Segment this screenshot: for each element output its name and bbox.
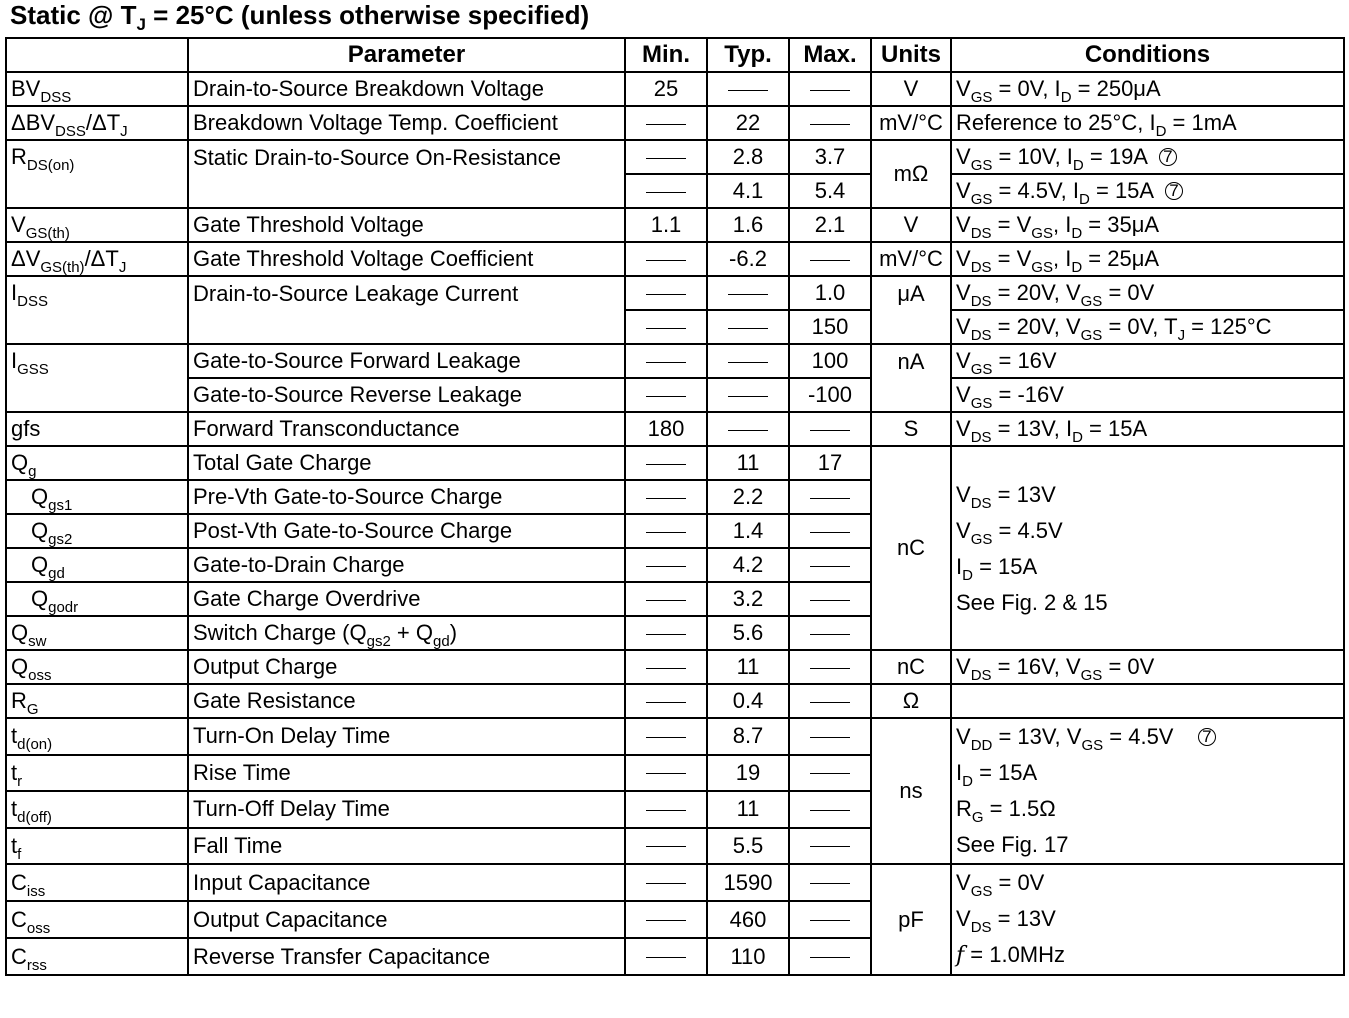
- table-row: 4.1 5.4 $V_{GS} = 4.5V$, $I_D = 15A$ 7: [6, 174, 1344, 208]
- table-row: $V_{GS(th)}$ Gate Threshold Voltage 1.1 1.6 2.1 V $V_{DS} = V_{GS}$, $I_D = 35\mu A$: [6, 208, 1344, 242]
- table-row: $Q_{sw}$ Switch Charge $(Q_{gs2} + Q_{gd})$ 5.6: [6, 616, 1344, 650]
- header-units: Units: [871, 38, 951, 72]
- note-7-icon: 7: [1159, 148, 1177, 166]
- table-row: $t_{d(off)}$ Turn-Off Delay Time 11: [6, 791, 1344, 828]
- static-characteristics-table: [5, 37, 1345, 976]
- symbol-tr: $t_r$: [6, 755, 188, 792]
- table-row: $C_{oss}$ Output Capacitance 460: [6, 901, 1344, 938]
- header-min: Min.: [625, 38, 707, 72]
- symbol-bvdss: $BV_{DSS}$: [6, 72, 188, 106]
- units-gate-charge: nC: [871, 446, 951, 650]
- max: [789, 72, 871, 106]
- cond-gate-charge: $V_{DS} = 13V$ $V_{GS} = 4.5V$ $I_D = 15A$ See Fig. 2 & 15: [951, 446, 1344, 650]
- symbol-tf: $t_f$: [6, 828, 188, 865]
- table-row: Gate-to-Source Reverse Leakage -100 $V_{GS} = -16V$: [6, 378, 1344, 412]
- cond-switching: $V_{DD} = 13V$, $V_{GS} = 4.5V$ 7 $I_D = 15A$ $R_G = 1.5\Omega$ See Fig. 17: [951, 718, 1344, 864]
- table-row: $\Delta V_{GS(th)}/\Delta T_J$ Gate Threshold Voltage Coefficient -6.2 mV/°C $V_{DS} = V_{GS}$, $I_D = 25\mu A$: [6, 242, 1344, 276]
- table-row: $Q_{oss}$ Output Charge 11 nC $V_{DS} = 16V$, $V_{GS} = 0V$: [6, 650, 1344, 684]
- symbol-rg: $R_G$: [6, 684, 188, 718]
- units-capacitance: pF: [871, 864, 951, 975]
- table-row: $I_{DSS}$ Drain-to-Source Leakage Current 1.0 μA $V_{DS} = 20V$, $V_{GS} = 0V$: [6, 276, 1344, 310]
- units: V: [871, 72, 951, 106]
- symbol-gfs: gfs: [6, 412, 188, 446]
- symbol-igss: $I_{GSS}$: [6, 344, 188, 412]
- symbol-coss: $C_{oss}$: [6, 901, 188, 938]
- symbol-vgsth: $V_{GS(th)}$: [6, 208, 188, 242]
- table-row: $I_{GSS}$ Gate-to-Source Forward Leakage 100 nA $V_{GS} = 16V$: [6, 344, 1344, 378]
- header-symbol: [6, 38, 188, 72]
- symbol-qgs1: $Q_{gs1}$: [6, 480, 188, 514]
- table-row: [6, 72, 1344, 106]
- symbol-dvgsth: $\Delta V_{GS(th)}/\Delta T_J$: [6, 242, 188, 276]
- param: Drain-to-Source Breakdown Voltage: [188, 72, 625, 106]
- table-row: $Q_g$ Total Gate Charge 11 17 nC $V_{DS} = 13V$ $V_{GS} = 4.5V$ $I_D = 15A$ See Fig. 2 & 15: [6, 446, 1344, 480]
- symbol-qoss: $Q_{oss}$: [6, 650, 188, 684]
- symbol-rdson: $R_{DS(on)}$: [6, 140, 188, 208]
- table-row: $t_f$ Fall Time 5.5: [6, 828, 1344, 865]
- section-title: Static @ $T_J = 25^\circ C$ (unless otherwise specified): [10, 0, 590, 34]
- units: mΩ: [871, 140, 951, 208]
- param: Breakdown Voltage Temp. Coefficient: [188, 106, 625, 140]
- symbol-qgodr: $Q_{godr}$: [6, 582, 188, 616]
- typ: [707, 72, 789, 106]
- note-7-icon: 7: [1165, 182, 1183, 200]
- note-7-icon: 7: [1198, 728, 1216, 746]
- table-row: $R_{DS(on)}$ Static Drain-to-Source On-Resistance 2.8 3.7 mΩ $V_{GS} = 10V$, $I_D = 19A$ 7: [6, 140, 1344, 174]
- symbol-dbvdss: $\Delta BV_{DSS}/\Delta T_J$: [6, 106, 188, 140]
- symbol-qsw: $Q_{sw}$: [6, 616, 188, 650]
- header-typ: Typ.: [707, 38, 789, 72]
- header-max: Max.: [789, 38, 871, 72]
- units-switching: ns: [871, 718, 951, 864]
- symbol-ciss: $C_{iss}$: [6, 864, 188, 901]
- cond: $V_{GS} = 0V$, $I_D = 250\mu A$: [951, 72, 1344, 106]
- symbol-idss: $I_{DSS}$: [6, 276, 188, 344]
- table-row: $Q_{gs2}$ Post-Vth Gate-to-Source Charge 1.4: [6, 514, 1344, 548]
- cond: $V_{GS} = 4.5V$, $I_D = 15A$ 7: [951, 174, 1344, 208]
- symbol-crss: $C_{rss}$: [6, 938, 188, 975]
- header-conditions: Conditions: [951, 38, 1344, 72]
- table-row: $Q_{gd}$ Gate-to-Drain Charge 4.2: [6, 548, 1344, 582]
- table-row: $t_r$ Rise Time 19: [6, 755, 1344, 792]
- table-row: $Q_{gs1}$ Pre-Vth Gate-to-Source Charge 2.2: [6, 480, 1344, 514]
- table-row: $C_{iss}$ Input Capacitance 1590 pF $V_{GS} = 0V$ $V_{DS} = 13V$ f = 1.0MHz: [6, 864, 1344, 901]
- symbol-tdon: $t_{d(on)}$: [6, 718, 188, 755]
- table-row: [6, 106, 1344, 140]
- cond-capacitance: $V_{GS} = 0V$ $V_{DS} = 13V$ f = 1.0MHz: [951, 864, 1344, 975]
- symbol-qgs2: $Q_{gs2}$: [6, 514, 188, 548]
- param: Static Drain-to-Source On-Resistance: [188, 140, 625, 208]
- table-row: $R_G$ Gate Resistance 0.4 Ω: [6, 684, 1344, 718]
- table-row: $t_{d(on)}$ Turn-On Delay Time 8.7 ns $V_{DD} = 13V$, $V_{GS} = 4.5V$ 7 $I_D = 15A$ $R_G = 1.5\Omega$ See Fig. 17: [6, 718, 1344, 755]
- cond: Reference to 25°C, $I_D = 1mA$: [951, 106, 1344, 140]
- min: 25: [625, 72, 707, 106]
- symbol-qgd: $Q_{gd}$: [6, 548, 188, 582]
- header-row: [6, 38, 1344, 72]
- symbol-tdoff: $t_{d(off)}$: [6, 791, 188, 828]
- units: mV/°C: [871, 106, 951, 140]
- header-parameter: Parameter: [188, 38, 625, 72]
- typ: 22: [707, 106, 789, 140]
- table-row: 150 $V_{DS} = 20V$, $V_{GS} = 0V$, $T_J = 125^\circ C$: [6, 310, 1344, 344]
- table-row: $Q_{godr}$ Gate Charge Overdrive 3.2: [6, 582, 1344, 616]
- cond: $V_{GS} = 10V$, $I_D = 19A$ 7: [951, 140, 1344, 174]
- table-row: gfs Forward Transconductance 180 S $V_{DS} = 13V$, $I_D = 15A$: [6, 412, 1344, 446]
- table-row: $C_{rss}$ Reverse Transfer Capacitance 110: [6, 938, 1344, 975]
- symbol-qg: $Q_g$: [6, 446, 188, 480]
